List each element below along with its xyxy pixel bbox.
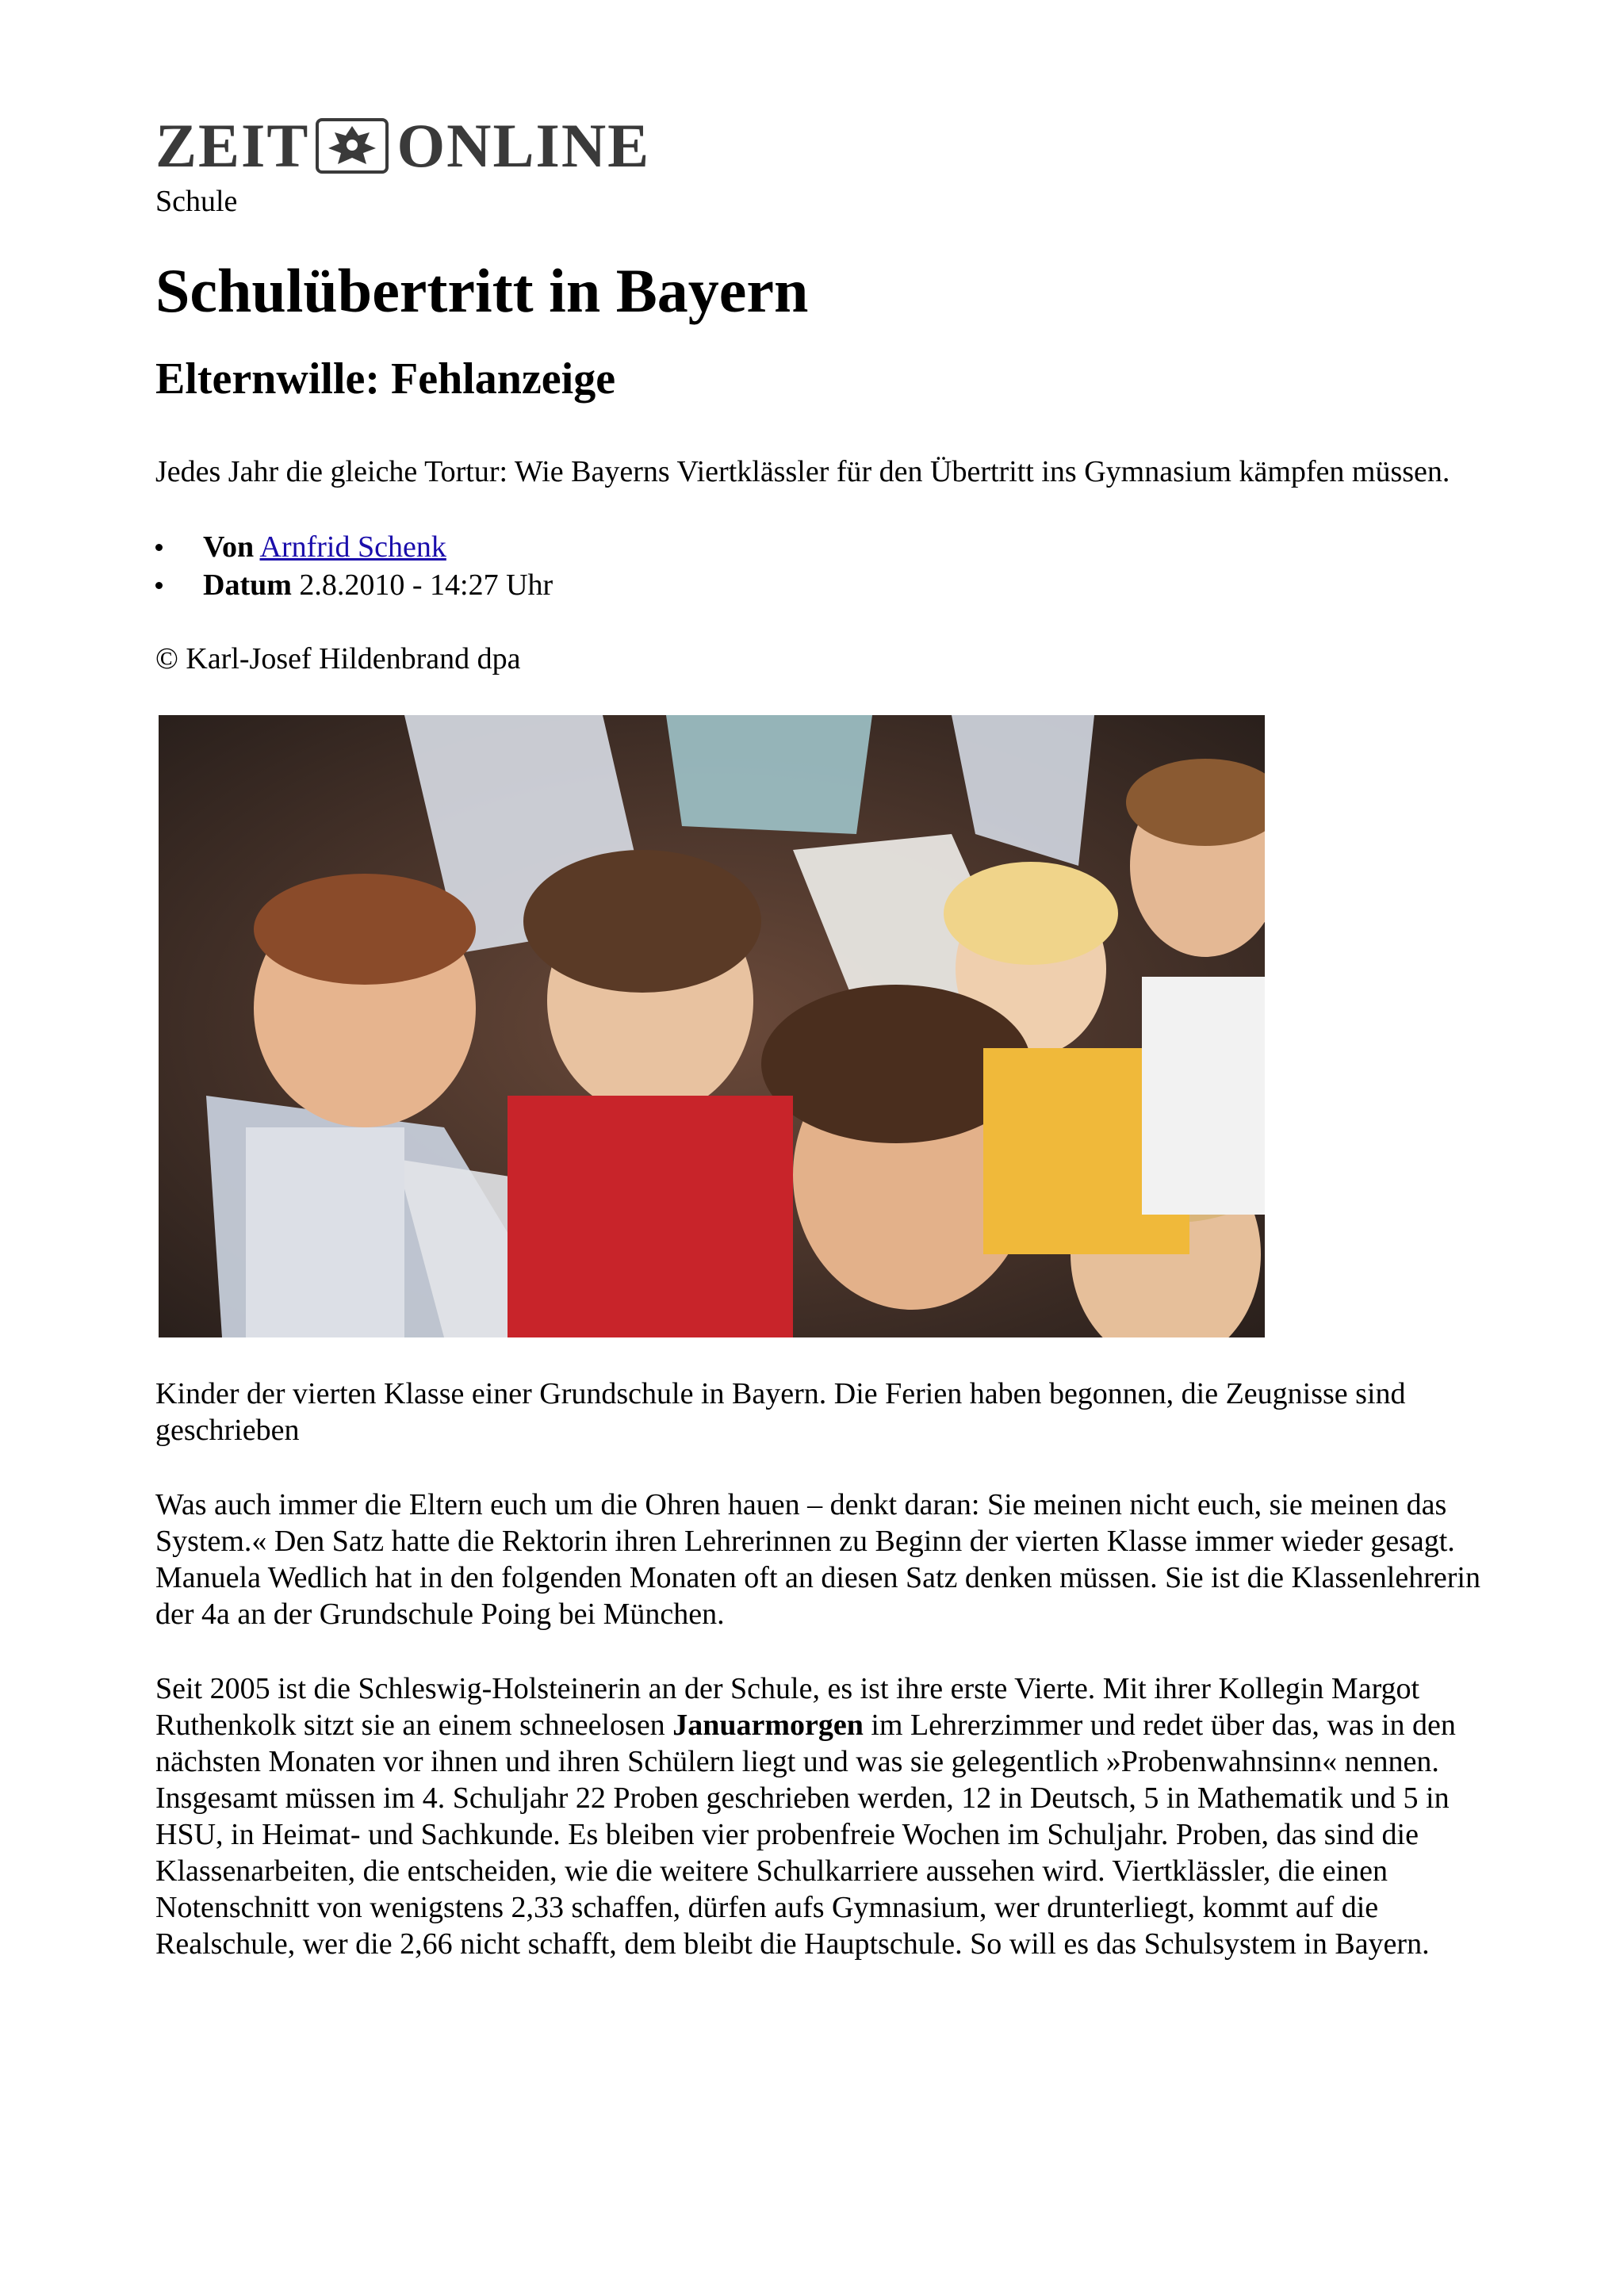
- section-label[interactable]: Schule: [155, 185, 238, 218]
- eagle-crest-icon: [314, 115, 390, 177]
- photo-credit: © Karl-Josef Hildenbrand dpa: [155, 642, 521, 675]
- article-headline: Schulübertritt in Bayern: [155, 256, 809, 325]
- body-paragraph-2-end: im Lehrerzimmer und redet über das, was in den nächsten Monaten vor ihnen und ihren Schülern liegt und was sie gelegentlich »Probenwahnsinn« nennen. Insgesamt müssen im 4. Schuljahr 22 Proben geschrieben werden, 12 in Deutsch, 5 in Mathematik und 5 in HSU, in Heimat- und Sachkunde. Es bleiben vier probenfreie Wochen im Schuljahr. Proben, das sind die Klassenarbeiten, die entscheiden, wie die weitere Schulkarriere aussehen wird. Viertklässler, die einen Notenschnitt von wenigstens 2,33 schaffen, dürfen aufs Gymnasium, wer drunterliegt, kommt auf die Realschule, wer die 2,66 nicht schafft, dem bleibt die Hauptschule. So will es das Schulsystem in Bayern.: [155, 1709, 1456, 1961]
- bullet-icon: [155, 544, 163, 551]
- article-meta-list: [155, 528, 1488, 604]
- article-page: [155, 109, 1488, 1962]
- date-item: [203, 566, 1488, 604]
- bullet-icon: [155, 582, 163, 589]
- article-teaser: Jedes Jahr die gleiche Tortur: Wie Bayerns Viertklässler für den Übertritt ins Gymnasium kämpfen müssen.: [155, 455, 1450, 488]
- logo-text-right: ONLINE: [396, 111, 651, 180]
- date-value: 2.8.2010 - 14:27 Uhr: [299, 568, 553, 602]
- body-paragraph-2-start: Seit 2005 ist die Schleswig-Holsteinerin an der Schule, es ist ihre erste Vierte. Mit ihrer Kollegin Margot Ruthenkolk sitzt sie an einem schneelosen: [155, 1672, 1420, 1742]
- article-photo: [159, 715, 1265, 1337]
- body-paragraph-2-bold: Januarmorgen: [672, 1709, 864, 1742]
- author-item: [203, 528, 1488, 566]
- photo-caption: Kinder der vierten Klasse einer Grundschule in Bayern. Die Ferien haben begonnen, die Zeugnisse sind geschrieben: [155, 1377, 1406, 1447]
- zeit-online-logo[interactable]: [155, 109, 1488, 182]
- date-label: Datum: [203, 568, 292, 602]
- body-paragraph-1: Was auch immer die Eltern euch um die Ohren hauen – denkt daran: Sie meinen nicht euch, sie meinen das System.« Den Satz hatte die Rektorin ihren Lehrerinnen zu Beginn der vierten Klasse immer wieder gesagt. Manuela Wedlich hat in den folgenden Monaten oft an diesen Satz denken müssen. Sie ist die Klassenlehrerin der 4a an der Grundschule Poing bei München.: [155, 1488, 1480, 1631]
- logo-text-left: ZEIT: [155, 111, 310, 180]
- body-paragraph-2: [155, 1670, 1488, 1962]
- article-subheadline: Elternwille: Fehlanzeige: [155, 354, 616, 404]
- author-link[interactable]: Arnfrid Schenk: [259, 530, 446, 564]
- author-label: Von: [203, 530, 255, 564]
